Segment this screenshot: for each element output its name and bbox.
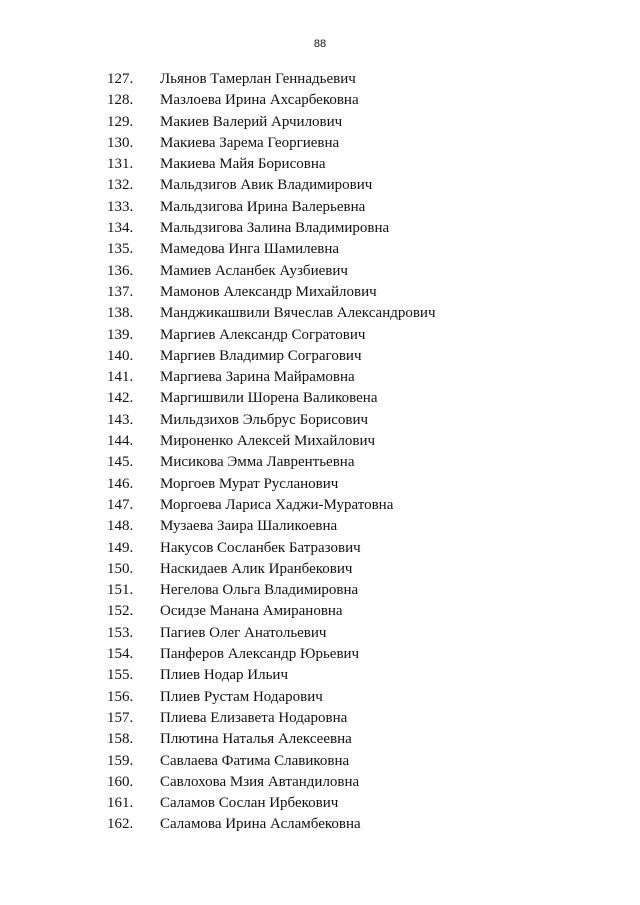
entry-number: 131. [107, 156, 134, 173]
entry-number: 127. [107, 71, 134, 87]
entry-number: 139. [107, 326, 134, 343]
entry-name: Плиев Нодар Ильич [160, 667, 289, 684]
entry-number: 133. [107, 198, 134, 215]
list-item [0, 452, 640, 473]
list-item [0, 538, 640, 559]
entry-number: 128. [107, 92, 134, 109]
entry-number: 145. [107, 454, 134, 471]
entry-name: Плиева Елизавета Нодаровна [160, 709, 348, 726]
entry-number: 144. [107, 433, 134, 450]
list-item [0, 665, 640, 686]
list-item [0, 367, 640, 388]
entry-name: Маргишвили Шорена Валиковена [160, 390, 378, 407]
entry-number: 146. [107, 475, 134, 492]
entry-name: Наскидаев Алик Иранбекович [160, 560, 353, 577]
list-item [0, 410, 640, 431]
list-item [0, 580, 640, 601]
entry-number: 140. [107, 347, 134, 364]
entry-number: 148. [107, 518, 134, 535]
list-item [0, 431, 640, 452]
entry-number: 143. [107, 411, 134, 428]
entry-name: Мальдзигова Залина Владимировна [160, 220, 390, 237]
list-item [0, 388, 640, 409]
entry-name: Плиев Рустам Нодарович [160, 688, 323, 705]
entry-number: 147. [107, 496, 134, 513]
entry-name: Моргоева Лариса Хаджи-Муратовна [160, 496, 394, 513]
entry-number: 129. [107, 113, 134, 130]
entry-number: 153. [107, 624, 134, 641]
list-item [0, 687, 640, 708]
entry-number: 134. [107, 220, 134, 237]
list-item [0, 154, 640, 175]
entry-number: 130. [107, 134, 134, 151]
list-item [0, 133, 640, 154]
entry-name: Осидзе Манана Амирановна [160, 603, 343, 620]
entry-number: 138. [107, 305, 134, 322]
entry-number: 159. [107, 752, 134, 769]
list-item [0, 197, 640, 218]
entry-number: 149. [107, 539, 134, 556]
entry-number: 135. [107, 241, 134, 258]
list-item [0, 346, 640, 367]
entry-number: 152. [107, 603, 134, 620]
entry-name: Мироненко Алексей Михайлович [160, 433, 376, 450]
list-item [0, 793, 640, 814]
entry-name: Мазлоева Ирина Ахсарбековна [160, 92, 359, 109]
page-number: 88 [313, 38, 327, 50]
list-item [0, 112, 640, 133]
list-item [0, 303, 640, 324]
list-item [0, 772, 640, 793]
entry-name: Накусов Сосланбек Батразович [160, 539, 361, 556]
entry-number: 150. [107, 560, 134, 577]
entry-name: Савлаева Фатима Славиковна [160, 752, 350, 769]
list-item [0, 69, 640, 90]
entry-name: Мамонов Александр Михайлович [160, 283, 377, 300]
list-item [0, 623, 640, 644]
list-item [0, 239, 640, 260]
entry-number: 158. [107, 731, 134, 748]
name-list [0, 69, 640, 836]
entry-name: Льянов Тамерлан Геннадьевич [160, 71, 356, 87]
entry-name: Макиева Зарема Георгиевна [160, 134, 340, 151]
entry-number: 136. [107, 262, 134, 279]
entry-number: 160. [107, 773, 134, 790]
list-item [0, 516, 640, 537]
list-item [0, 474, 640, 495]
entry-name: Маргиев Владимир Сограгович [160, 347, 362, 364]
list-item [0, 708, 640, 729]
entry-number: 155. [107, 667, 134, 684]
list-item [0, 559, 640, 580]
entry-number: 142. [107, 390, 134, 407]
entry-name: Музаева Заира Шаликоевна [160, 518, 338, 535]
list-item [0, 325, 640, 346]
entry-name: Манджикашвили Вячеслав Александрович [160, 305, 436, 322]
list-item [0, 644, 640, 665]
entry-name: Савлохова Мзия Автандиловна [160, 773, 360, 790]
entry-number: 137. [107, 283, 134, 300]
entry-name: Маргиев Александр Согратович [160, 326, 366, 343]
list-item [0, 495, 640, 516]
list-item [0, 814, 640, 835]
entry-name: Мамиев Асланбек Аузбиевич [160, 262, 348, 279]
entry-name: Мамедова Инга Шамилевна [160, 241, 340, 258]
entry-name: Саламова Ирина Асламбековна [160, 816, 361, 833]
entry-name: Панферов Александр Юрьевич [160, 646, 360, 663]
list-item [0, 175, 640, 196]
entry-name: Мисикова Эмма Лаврентьевна [160, 454, 355, 471]
entry-name: Мальдзигов Авик Владимирович [160, 177, 373, 194]
entry-name: Мильдзихов Эльбрус Борисович [160, 411, 369, 428]
entry-number: 161. [107, 795, 134, 812]
entry-name: Макиев Валерий Арчилович [160, 113, 343, 130]
entry-name: Саламов Сослан Ирбекович [160, 795, 339, 812]
entry-number: 141. [107, 369, 134, 386]
list-item [0, 218, 640, 239]
entry-number: 156. [107, 688, 134, 705]
entry-number: 154. [107, 646, 134, 663]
entry-name: Макиева Майя Борисовна [160, 156, 326, 173]
list-item [0, 729, 640, 750]
entry-name: Пагиев Олег Анатольевич [160, 624, 327, 641]
entry-number: 151. [107, 582, 134, 599]
entry-number: 162. [107, 816, 134, 833]
entry-name: Плютина Наталья Алексеевна [160, 731, 352, 748]
list-item [0, 282, 640, 303]
entry-name: Моргоев Мурат Русланович [160, 475, 339, 492]
list-item [0, 90, 640, 111]
entry-name: Маргиева Зарина Майрамовна [160, 369, 355, 386]
entry-name: Негелова Ольга Владимировна [160, 582, 359, 599]
entry-number: 157. [107, 709, 134, 726]
entry-name: Мальдзигова Ирина Валерьевна [160, 198, 366, 215]
list-item [0, 751, 640, 772]
list-item [0, 601, 640, 622]
entry-number: 132. [107, 177, 134, 194]
list-item [0, 261, 640, 282]
